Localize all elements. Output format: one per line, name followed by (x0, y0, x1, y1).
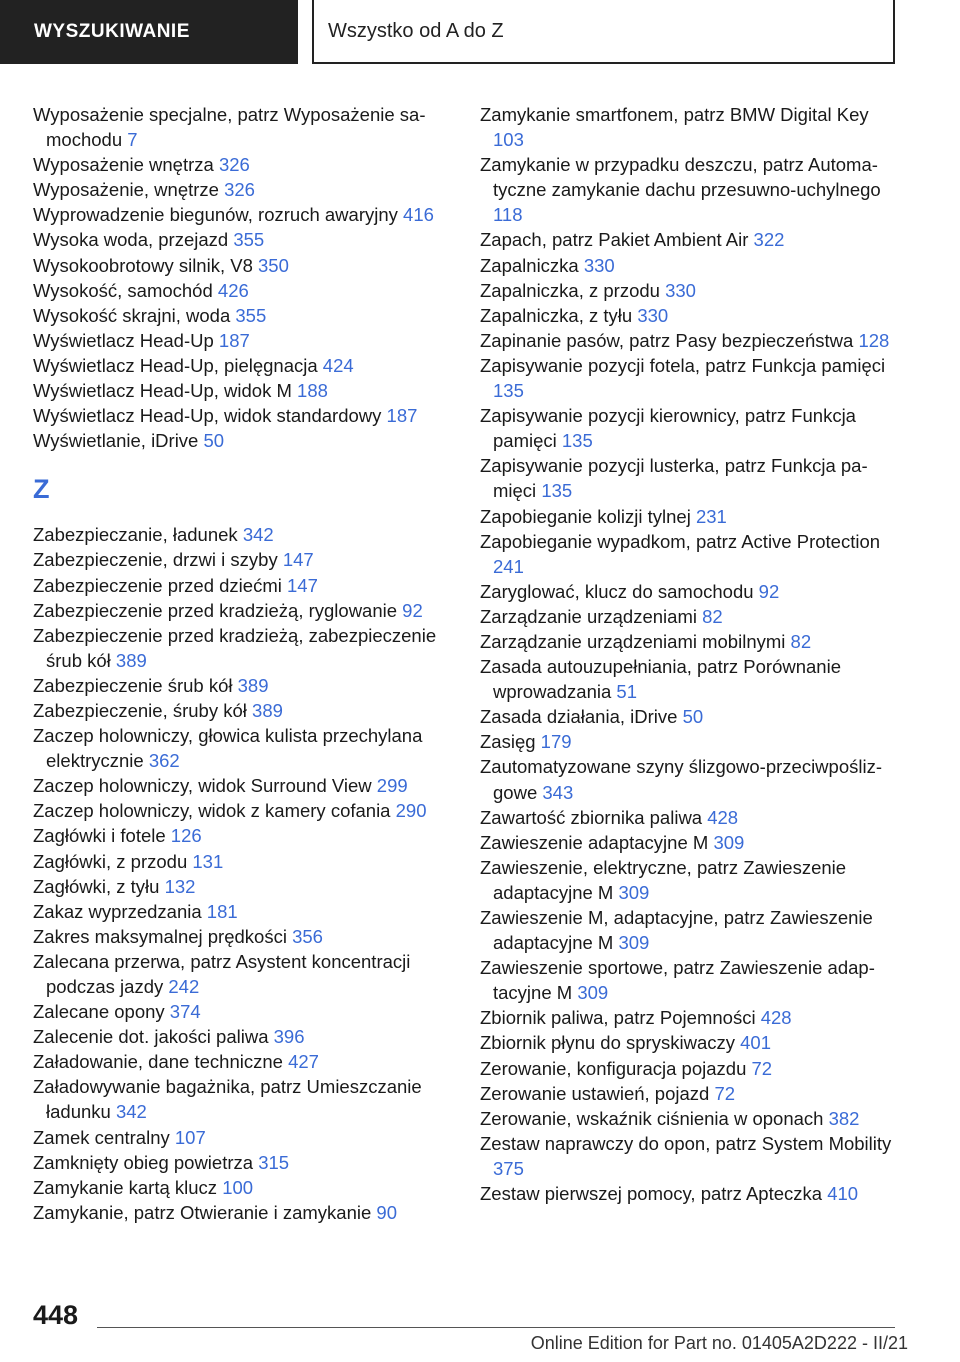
index-page-link[interactable]: 135 (541, 480, 573, 502)
index-entry-text: Zerowanie, wskaźnik ciśnienia w oponach (480, 1107, 824, 1129)
index-entry (480, 1131, 900, 1181)
index-entry (480, 1005, 900, 1030)
index-entry-text: Załadowywanie bagażnika, patrz Umieszczanie ładunku (33, 1076, 422, 1123)
index-entry-text: Zamknięty obieg powietrza (33, 1151, 254, 1173)
index-entry-text: Zasada autouzupełniania, patrz Porównanie wprowadzania (480, 656, 841, 703)
index-entry (33, 253, 453, 278)
index-page-link[interactable]: 362 (148, 750, 180, 772)
index-page-link[interactable]: 416 (403, 204, 434, 226)
index-entry-text: Wyświetlacz Head-Up, widok M (33, 380, 292, 402)
index-page-link[interactable]: 309 (618, 932, 650, 954)
index-page-link[interactable]: 231 (695, 505, 727, 527)
index-entry-text: Zestaw pierwszej pomocy, patrz Apteczka (480, 1183, 823, 1205)
index-entry (33, 1175, 453, 1200)
index-page-link[interactable]: 428 (760, 1007, 792, 1029)
index-page-link[interactable]: 382 (828, 1107, 860, 1129)
index-entry-text: Wyprowadzenie biegunów, rozruch awaryjny (33, 204, 398, 226)
index-entry (33, 102, 453, 152)
index-page-link[interactable]: 100 (222, 1176, 254, 1198)
index-entry-text: Zabezpieczenie, drzwi i szyby (33, 549, 278, 571)
index-page-link[interactable]: 350 (258, 254, 289, 276)
index-entry-text: Zagłówki, z tyłu (33, 875, 160, 897)
index-entry-text: Zapalniczka, z tyłu (480, 304, 633, 326)
index-page-link[interactable]: 374 (169, 1001, 201, 1023)
index-entry-text: Zamykanie w przypadku deszczu, patrz Automatyczne zamykanie dachu przesuwno-uchylnego (480, 154, 881, 201)
index-entry-text: Zaczep holowniczy, głowica kulista przechylana elektrycznie (33, 725, 423, 772)
index-entry-text: Wyposażenie specjalne, patrz Wyposażenie samochodu (33, 104, 426, 151)
section-tab (0, 0, 298, 64)
index-entry (480, 604, 900, 629)
index-page-link[interactable]: 187 (218, 329, 250, 351)
index-page-link[interactable]: 290 (395, 800, 427, 822)
index-page-link[interactable]: 132 (164, 875, 196, 897)
index-page-link[interactable]: 92 (758, 580, 780, 602)
index-entry-text: Wysokoobrotowy silnik, V8 (33, 254, 253, 276)
index-entry-text: Zapobieganie wypadkom, patrz Active Protection (480, 530, 881, 552)
index-entry-text: Zaryglować, klucz do samochodu (480, 580, 754, 602)
index-page-link[interactable]: 135 (561, 430, 593, 452)
index-entry (33, 303, 453, 328)
index-entry (480, 855, 900, 905)
index-entry-text: Zapach, patrz Pakiet Ambient Air (480, 229, 749, 251)
index-page-link[interactable]: 72 (714, 1082, 736, 1104)
index-column-right (480, 102, 900, 1206)
index-page-link[interactable]: 242 (168, 976, 200, 997)
index-page-link[interactable]: 241 (493, 555, 524, 577)
index-entry (33, 573, 453, 598)
index-page-link[interactable]: 401 (740, 1032, 771, 1054)
index-entry (480, 830, 900, 855)
section-title: WYSZUKIWANIE (34, 21, 190, 42)
index-entry-text: Wyświetlacz Head-Up, pielęgnacja (33, 354, 318, 376)
index-page-link[interactable]: 315 (258, 1151, 290, 1173)
index-entry (480, 1030, 900, 1055)
index-entry (33, 177, 453, 202)
index-page-link[interactable]: 128 (858, 329, 890, 351)
index-entry-text: Zarządzanie urządzeniami mobilnymi (480, 630, 786, 652)
index-page-link[interactable]: 342 (242, 524, 274, 546)
index-entry (33, 999, 453, 1024)
index-page-link[interactable]: 103 (493, 129, 524, 151)
index-entry (480, 353, 900, 403)
index-page-link[interactable]: 355 (235, 304, 267, 326)
index-entry-text: Zabezpieczenie, śruby kół (33, 699, 247, 721)
index-page-link[interactable]: 299 (376, 775, 408, 797)
index-column-left (33, 102, 453, 1225)
index-entry (33, 698, 453, 723)
index-entry (480, 303, 900, 328)
index-entry (33, 227, 453, 252)
index-entry-text: Zawieszenie, elektryczne, patrz Zawieszenie adaptacyjne M (480, 856, 847, 903)
index-page-link[interactable]: 375 (493, 1157, 524, 1179)
index-page-link[interactable]: 82 (790, 630, 812, 652)
index-entry (480, 729, 900, 754)
index-entry (480, 152, 900, 227)
index-entry (480, 629, 900, 654)
index-entry (480, 102, 900, 152)
footer-divider (97, 1327, 895, 1328)
footer-edition: Online Edition for Part no. 01405A2D222 - II/21 (530, 1333, 908, 1353)
index-page-link[interactable]: 389 (252, 699, 283, 721)
index-page-link[interactable]: 396 (273, 1026, 305, 1048)
index-entry-text: Wyświetlacz Head-Up, widok standardowy (33, 405, 382, 427)
index-entry (33, 798, 453, 823)
index-page-link[interactable]: 181 (206, 900, 238, 922)
index-entry (480, 1106, 900, 1131)
index-entry-text: Zerowanie ustawień, pojazd (480, 1082, 710, 1104)
index-entry (33, 547, 453, 572)
index-page-link[interactable]: 326 (224, 179, 255, 201)
index-page-link[interactable]: 135 (493, 380, 524, 402)
index-entry-text: Zaczep holowniczy, widok Surround View (33, 775, 372, 797)
index-entry-text: Wysokość skrajni, woda (33, 304, 231, 326)
index-entry (480, 1056, 900, 1081)
index-entry-text: Zamykanie, patrz Otwieranie i zamykanie (33, 1201, 372, 1223)
index-page-link[interactable]: 50 (682, 706, 704, 728)
index-page-link[interactable]: 424 (322, 354, 354, 376)
index-page-link[interactable]: 426 (217, 279, 249, 301)
index-entry (480, 905, 900, 955)
index-entry (33, 1200, 453, 1225)
index-entry (33, 1125, 453, 1150)
index-entry (33, 773, 453, 798)
index-entry (33, 1049, 453, 1074)
index-page-link[interactable]: 118 (493, 204, 523, 226)
index-entry-text: Zamek centralny (33, 1126, 170, 1148)
index-page-link[interactable]: 51 (616, 681, 637, 703)
index-entry (33, 1150, 453, 1175)
index-entry (480, 754, 900, 804)
index-entry (33, 874, 453, 899)
index-page-link[interactable]: 147 (287, 574, 318, 596)
index-page-link[interactable]: 179 (540, 731, 572, 753)
index-entry (480, 278, 900, 303)
index-entry (480, 328, 900, 353)
index-page-link[interactable]: 309 (713, 831, 745, 853)
index-entry-text: Zalecenie dot. jakości paliwa (33, 1026, 269, 1048)
index-entry (33, 623, 453, 673)
index-entry (33, 673, 453, 698)
index-page-link[interactable]: 187 (386, 405, 418, 427)
index-entry-text: Załadowanie, dane techniczne (33, 1051, 283, 1073)
index-entry-text: Zawartość zbiornika paliwa (480, 806, 703, 828)
index-page-link[interactable]: 90 (376, 1201, 397, 1223)
index-entry-text: Wyposażenie, wnętrze (33, 179, 219, 201)
index-entry (33, 924, 453, 949)
index-entry-text: Zasięg (480, 731, 536, 753)
index-page-link[interactable]: 82 (702, 605, 723, 627)
index-page-link[interactable]: 410 (827, 1183, 859, 1205)
index-entry-text: Zerowanie, konfiguracja pojazdu (480, 1057, 747, 1079)
index-page-link[interactable]: 342 (115, 1101, 147, 1123)
index-entry-text: Zamykanie kartą klucz (33, 1176, 218, 1198)
index-entry (33, 278, 453, 303)
index-entry (480, 253, 900, 278)
index-entry (480, 453, 900, 503)
index-entry (33, 899, 453, 924)
index-page-link[interactable]: 309 (577, 982, 609, 1004)
index-entry-text: Zapinanie pasów, patrz Pasy bezpieczeństwa (480, 329, 854, 351)
index-entry-text: Zapisywanie pozycji fotela, patrz Funkcja pamięci (480, 354, 886, 376)
index-entry-text: Wyposażenie wnętrza (33, 154, 214, 176)
index-entry (33, 1024, 453, 1049)
index-entry-text: Zabezpieczenie przed dziećmi (33, 574, 282, 596)
index-page-link[interactable]: 131 (192, 850, 224, 872)
index-entry-text: Zapisywanie pozycji lusterka, patrz Funkcja pamięci (480, 455, 868, 502)
index-page-link[interactable]: 389 (115, 649, 147, 671)
index-entry-text: Zakaz wyprzedzania (33, 900, 202, 922)
index-entry (33, 378, 453, 403)
index-page-link[interactable]: 309 (618, 881, 650, 903)
index-page-link[interactable]: 427 (288, 1051, 319, 1073)
index-entry-text: Zestaw naprawczy do opon, patrz System Mobility (480, 1132, 892, 1154)
index-entry (33, 849, 453, 874)
index-entry (33, 428, 453, 453)
index-entry-text: Zagłówki i fotele (33, 825, 166, 847)
index-entry-text: Zarządzanie urządzeniami (480, 605, 697, 627)
index-page-link[interactable]: 330 (665, 279, 696, 301)
index-entry (480, 955, 900, 1005)
index-page-link[interactable]: 356 (292, 925, 323, 947)
index-page-link[interactable]: 72 (751, 1057, 773, 1079)
index-page-link[interactable]: 147 (282, 549, 314, 571)
index-entry-text: Zapalniczka (480, 254, 579, 276)
index-entry-text: Wysoka woda, przejazd (33, 229, 229, 251)
index-entry (33, 522, 453, 547)
index-entry (33, 202, 453, 227)
index-letter-heading: Z (33, 474, 50, 505)
index-page-link[interactable]: 326 (218, 154, 250, 176)
index-page-link[interactable]: 126 (170, 825, 202, 847)
index-entry-text: Zaczep holowniczy, widok z kamery cofania (33, 800, 391, 822)
index-entry-text: Zapisywanie pozycji kierownicy, patrz Funkcja pamięci (480, 405, 856, 452)
index-page-link[interactable]: 330 (637, 304, 669, 326)
index-entry (480, 1081, 900, 1106)
index-entry-text: Zamykanie smartfonem, patrz BMW Digital Key (480, 104, 869, 125)
index-entry (480, 504, 900, 529)
index-entry (33, 949, 453, 999)
index-entry (33, 598, 453, 623)
index-entry (33, 403, 453, 428)
index-entry-text: Zapalniczka, z przodu (480, 279, 660, 301)
index-entry-text: Zabezpieczenie przed kradzieżą, zabezpieczenie śrub kół (33, 624, 437, 671)
index-entry-text: Wysokość, samochód (33, 279, 213, 301)
index-page-link[interactable]: 7 (127, 129, 138, 151)
index-entry (33, 152, 453, 177)
index-entry-text: Zabezpieczanie, ładunek (33, 524, 238, 546)
index-entry (33, 328, 453, 353)
index-page-link[interactable]: 107 (174, 1126, 206, 1148)
index-page-link[interactable]: 428 (707, 806, 739, 828)
index-entry (480, 1181, 900, 1206)
index-entry-text: Zapobieganie kolizji tylnej (480, 505, 691, 527)
chapter-title: Wszystko od A do Z (328, 19, 504, 42)
index-entry (480, 529, 900, 579)
index-entry (480, 227, 900, 252)
index-entry (33, 353, 453, 378)
index-entry (480, 704, 900, 729)
index-entry (480, 654, 900, 704)
index-entry-text: Zawieszenie M, adaptacyjne, patrz Zawieszenie adaptacyjne M (480, 907, 873, 954)
index-entry (480, 403, 900, 453)
index-entry (33, 723, 453, 773)
index-entry-text: Zbiornik paliwa, patrz Pojemności (480, 1007, 756, 1029)
index-entry-text: Zabezpieczenie przed kradzieżą, ryglowanie (33, 599, 398, 621)
index-page-link[interactable]: 389 (237, 674, 269, 696)
index-entry (480, 579, 900, 604)
index-entry-text: Wyświetlacz Head-Up (33, 329, 214, 351)
chapter-tab (312, 0, 895, 64)
index-page-link[interactable]: 92 (402, 599, 423, 621)
index-entry-text: Zasada działania, iDrive (480, 706, 678, 728)
index-entry-text: Wyświetlanie, iDrive (33, 430, 199, 452)
index-entry-text: Zawieszenie sportowe, patrz Zawieszenie adaptacyjne M (480, 957, 875, 1004)
index-page-link[interactable]: 50 (203, 430, 225, 452)
index-entry (33, 823, 453, 848)
index-entry-text: Zautomatyzowane szyny ślizgowo-przeciwpoślizgowe (480, 756, 883, 803)
page-number: 448 (33, 1300, 79, 1330)
index-entry-text: Zakres maksymalnej prędkości (33, 925, 287, 947)
index-entry (33, 1074, 453, 1124)
index-page-link[interactable]: 355 (233, 229, 265, 251)
index-page-link[interactable]: 322 (753, 229, 785, 251)
index-entry-text: Zabezpieczenie śrub kół (33, 674, 233, 696)
index-entry-text: Zalecana przerwa, patrz Asystent koncentracji podczas jazdy (33, 950, 411, 997)
index-entry-text: Zawieszenie adaptacyjne M (480, 831, 709, 853)
index-page-link[interactable]: 330 (583, 254, 615, 276)
index-entry (480, 805, 900, 830)
index-entry-text: Zalecane opony (33, 1001, 165, 1023)
index-entry-text: Zagłówki, z przodu (33, 850, 188, 872)
index-entry-text: Zbiornik płynu do spryskiwaczy (480, 1032, 735, 1054)
index-page-link[interactable]: 188 (297, 380, 328, 402)
index-page-link[interactable]: 343 (542, 781, 574, 803)
